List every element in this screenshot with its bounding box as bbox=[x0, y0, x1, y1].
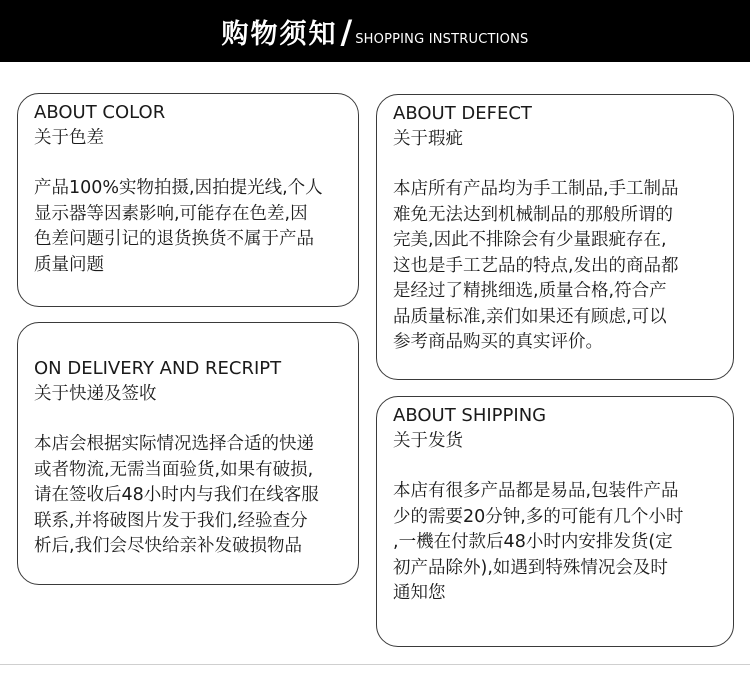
card-title-cn: 关于快递及签收 bbox=[34, 384, 157, 404]
card-body-line: 是经过了精挑细选,质量合格,符合产 bbox=[393, 281, 667, 301]
card-body-line: 或者物流,无需当面验货,如果有破损, bbox=[34, 459, 314, 480]
card-body-line: 少的需要20分钟,多的可能有几个小时 bbox=[393, 506, 684, 527]
card-body-line: 显示器等因素影响,可能存在色差,因 bbox=[34, 203, 308, 224]
card-about-shipping bbox=[376, 396, 734, 647]
header-banner bbox=[0, 0, 750, 62]
card-title-cn: 关于瑕疵 bbox=[393, 129, 463, 149]
header-title-group bbox=[222, 12, 529, 51]
card-title-en: ABOUT DEFECT bbox=[393, 103, 532, 124]
card-delivery-receipt bbox=[17, 322, 359, 585]
card-title-en: ABOUT SHIPPING bbox=[393, 405, 547, 426]
card-title-en: ON DELIVERY AND RECRIPT bbox=[34, 358, 282, 379]
card-body-line: 初产品除外),如遇到特殊情况会及时 bbox=[393, 557, 668, 578]
card-body-line: 难免无法达到机械制品的那般所谓的 bbox=[393, 204, 673, 225]
card-body-line: 品质量标准,亲们如果还有顾虑,可以 bbox=[393, 306, 667, 327]
card-about-color bbox=[17, 93, 359, 307]
card-body-line: 质量问题 bbox=[34, 254, 104, 275]
card-body-line: 色差问题引记的退货换货不属于产品 bbox=[34, 229, 314, 249]
card-body-line: ,一機在付款后48小时内安排发货(定 bbox=[393, 532, 673, 552]
card-body-line: 析后,我们会尽快给亲补发破损物品 bbox=[34, 536, 303, 556]
card-body bbox=[393, 479, 719, 607]
card-body-line: 产品100%实物拍摄,因拍提光线,个人 bbox=[34, 178, 323, 198]
card-body-line: 联系,并将破图片发于我们,经验查分 bbox=[34, 510, 308, 531]
header-slash: / bbox=[340, 12, 353, 51]
card-body-line: 这也是手工艺品的特点,发出的商品都 bbox=[393, 255, 679, 276]
card-body-line: 请在签收后48小时内与我们在线客服 bbox=[34, 485, 319, 505]
card-body-line: 本店有很多产品都是易品,包装件产品 bbox=[393, 481, 679, 501]
header-title-en: SHOPPING INSTRUCTIONS bbox=[355, 31, 529, 47]
card-body bbox=[34, 432, 344, 560]
card-about-defect bbox=[376, 94, 734, 380]
card-title-cn: 关于发货 bbox=[393, 431, 463, 451]
card-body bbox=[34, 176, 344, 278]
card-body-line: 参考商品购买的真实评价。 bbox=[393, 332, 603, 352]
card-body-line: 通知您 bbox=[393, 583, 446, 603]
card-title-cn: 关于色差 bbox=[34, 128, 104, 148]
card-body-line: 本店所有产品均为手工制品,手工制品 bbox=[393, 179, 679, 199]
header-title-cn: 购物须知 bbox=[221, 18, 338, 50]
card-body bbox=[393, 177, 719, 356]
card-body-line: 本店会根据实际情况选择合适的快递 bbox=[34, 434, 314, 454]
card-body-line: 完美,因此不排除会有少量跟疵存在, bbox=[393, 230, 667, 250]
card-title-en: ABOUT COLOR bbox=[34, 102, 166, 123]
bottom-divider bbox=[0, 664, 750, 665]
